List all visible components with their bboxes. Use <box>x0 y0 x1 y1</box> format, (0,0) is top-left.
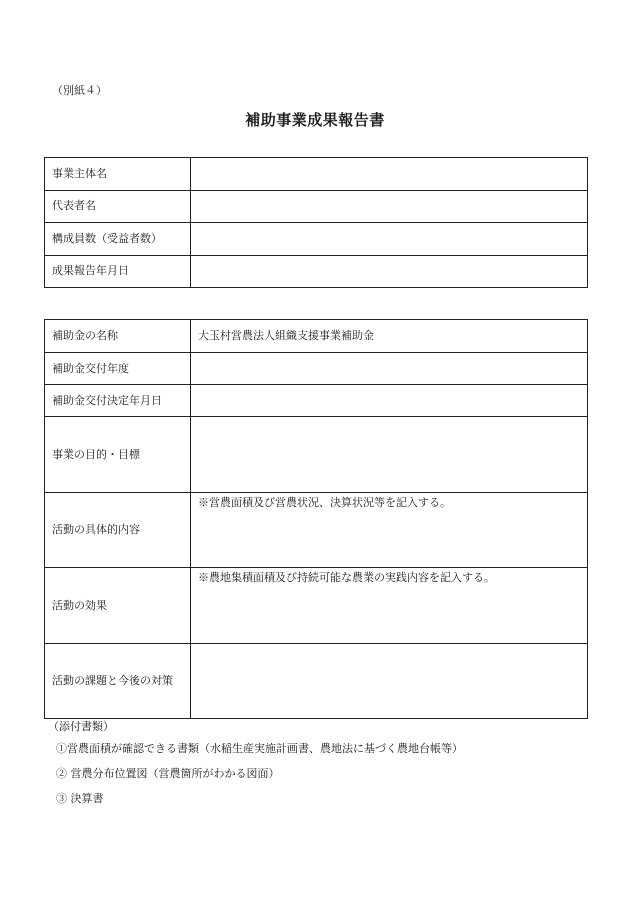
subsidy-year-field[interactable] <box>191 353 588 385</box>
subsidy-info-table <box>44 319 588 719</box>
document-title: 補助事業成果報告書 <box>245 111 385 129</box>
subsidy-decision-date-field[interactable] <box>191 385 588 417</box>
basic-info-table <box>44 157 588 288</box>
table-row <box>45 493 588 568</box>
table-row <box>45 385 588 417</box>
attachment-item: ② 営農分布位置図（営農箇所がわかる図面） <box>56 767 280 780</box>
project-purpose-field[interactable] <box>191 417 588 493</box>
representative-name-field[interactable] <box>191 190 588 223</box>
activity-effect-field[interactable]: ※農地集積面積及び持続可能な農業の実践内容を記入する。 <box>191 568 588 644</box>
activity-effect-label: 活動の効果 <box>45 568 191 644</box>
report-date-label: 成果報告年月日 <box>45 255 191 288</box>
table-row <box>45 644 588 719</box>
table-row <box>45 353 588 385</box>
member-count-label: 構成員数（受益者数） <box>45 223 191 256</box>
table-row <box>45 158 588 191</box>
issues-and-measures-label: 活動の課題と今後の対策 <box>45 644 191 719</box>
subsidy-name-label: 補助金の名称 <box>45 320 191 353</box>
business-entity-name-field[interactable] <box>191 158 588 191</box>
attachments-heading: （添付書類） <box>48 720 114 733</box>
subsidy-name-field[interactable]: 大玉村営農法人組織支援事業補助金 <box>191 320 588 353</box>
appendix-label: （別紙４） <box>52 84 107 97</box>
member-count-field[interactable] <box>191 223 588 256</box>
table-row <box>45 223 588 256</box>
table-row <box>45 417 588 493</box>
project-purpose-label: 事業の目的・目標 <box>45 417 191 493</box>
issues-and-measures-field[interactable] <box>191 644 588 719</box>
activity-details-field[interactable]: ※営農面積及び営農状況、決算状況等を記入する。 <box>191 493 588 568</box>
attachments-section <box>48 720 463 817</box>
attachment-item: ①営農面積が確認できる書類（水稲生産実施計画書、農地法に基づく農地台帳等） <box>56 742 463 755</box>
representative-name-label: 代表者名 <box>45 190 191 223</box>
subsidy-year-label: 補助金交付年度 <box>45 353 191 385</box>
business-entity-name-label: 事業主体名 <box>45 158 191 191</box>
table-row <box>45 320 588 353</box>
report-date-field[interactable] <box>191 255 588 288</box>
table-row <box>45 255 588 288</box>
table-row <box>45 568 588 644</box>
table-row <box>45 190 588 223</box>
subsidy-decision-date-label: 補助金交付決定年月日 <box>45 385 191 417</box>
activity-details-label: 活動の具体的内容 <box>45 493 191 568</box>
attachment-item: ③ 決算書 <box>56 792 104 805</box>
